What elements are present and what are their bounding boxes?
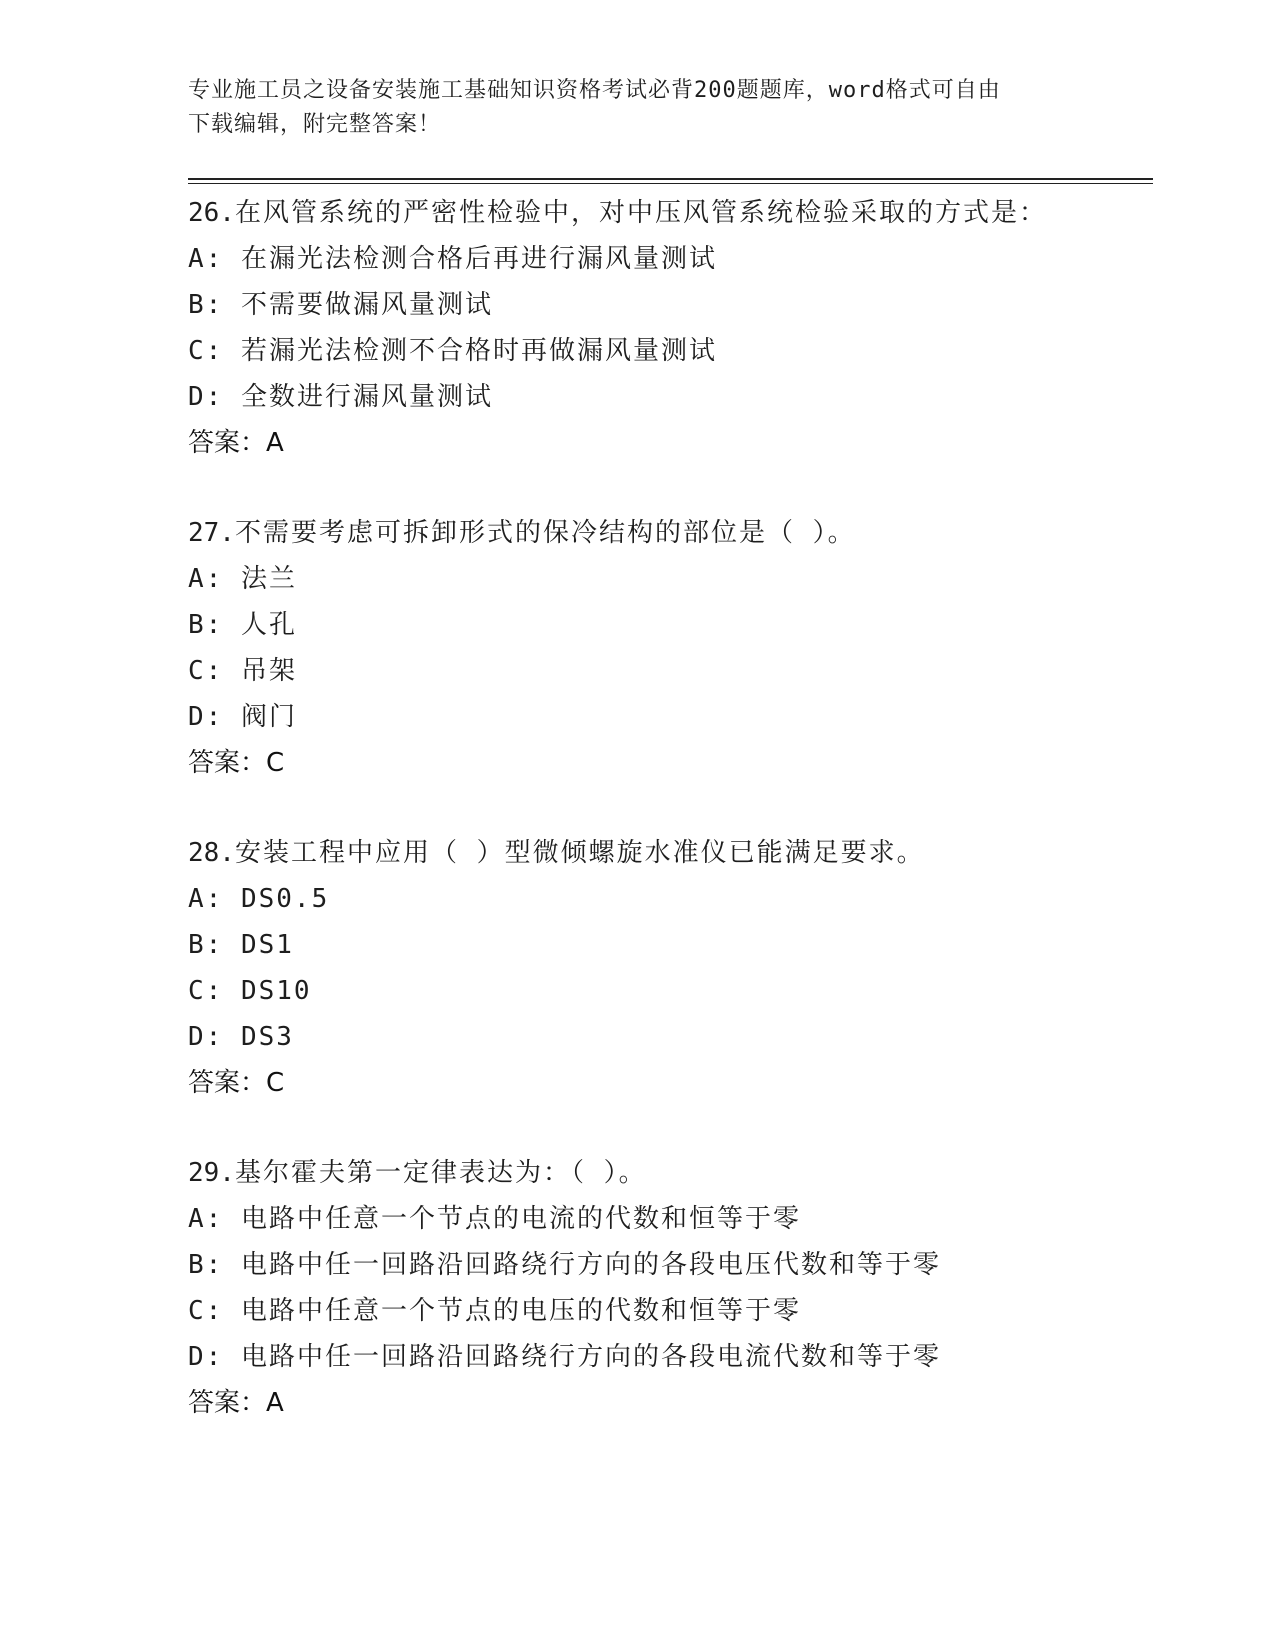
option-text: 电路中任一回路沿回路绕行方向的各段电流代数和等于零 <box>240 1342 941 1372</box>
option-text: 不需要做漏风量测试 <box>240 290 493 320</box>
question-stem <box>188 830 1153 876</box>
answer-value: A <box>266 428 284 458</box>
option-a <box>188 236 1153 282</box>
answer-label: 答案： <box>188 748 267 778</box>
option-text: 法兰 <box>240 564 297 594</box>
option-d <box>188 374 1153 420</box>
question-text: 不需要考虑可拆卸形式的保冷结构的部位是（ ）。 <box>234 518 856 548</box>
option-a <box>188 556 1153 602</box>
option-text: 若漏光法检测不合格时再做漏风量测试 <box>240 336 717 366</box>
question-stem <box>188 190 1153 236</box>
question-28 <box>188 830 1153 1106</box>
answer-line <box>188 1060 1153 1106</box>
answer-line <box>188 740 1153 786</box>
option-a <box>188 1196 1153 1242</box>
option-a <box>188 876 1153 922</box>
header-divider-thin <box>188 183 1153 184</box>
question-26 <box>188 190 1153 466</box>
option-label: D: <box>188 1022 224 1052</box>
option-d <box>188 1014 1153 1060</box>
answer-line <box>188 420 1153 466</box>
option-text: 在漏光法检测合格后再进行漏风量测试 <box>240 244 717 274</box>
question-27 <box>188 510 1153 786</box>
answer-value: C <box>266 1068 285 1098</box>
option-label: A: <box>188 564 224 594</box>
answer-label: 答案： <box>188 1068 267 1098</box>
option-label: B: <box>188 1250 224 1280</box>
option-label: A: <box>188 244 224 274</box>
question-list <box>188 190 1153 1470</box>
option-text: 全数进行漏风量测试 <box>240 382 493 412</box>
option-text: DS0.5 <box>240 884 330 914</box>
option-text: 电路中任意一个节点的电流的代数和恒等于零 <box>240 1204 801 1234</box>
answer-value: A <box>266 1388 284 1418</box>
answer-label: 答案： <box>188 428 267 458</box>
option-label: B: <box>188 610 224 640</box>
option-label: D: <box>188 1342 224 1372</box>
answer-value: C <box>266 748 285 778</box>
option-c <box>188 648 1153 694</box>
answer-line <box>188 1380 1153 1426</box>
option-label: C: <box>188 336 224 366</box>
option-label: A: <box>188 884 224 914</box>
option-label: D: <box>188 702 224 732</box>
document-header <box>188 74 1068 142</box>
question-number: 28. <box>188 838 235 868</box>
option-label: C: <box>188 1296 224 1326</box>
option-c <box>188 1288 1153 1334</box>
header-divider-thick <box>188 178 1153 180</box>
option-text: 吊架 <box>240 656 297 686</box>
option-label: A: <box>188 1204 224 1234</box>
header-line-1: 专业施工员之设备安装施工基础知识资格考试必背200题题库，word格式可自由 <box>188 78 1001 103</box>
option-d <box>188 1334 1153 1380</box>
option-label: D: <box>188 382 224 412</box>
option-text: 阀门 <box>240 702 297 732</box>
option-label: B: <box>188 930 224 960</box>
question-text: 基尔霍夫第一定律表达为：（ ）。 <box>234 1158 647 1188</box>
option-label: B: <box>188 290 224 320</box>
option-b <box>188 1242 1153 1288</box>
question-text: 在风管系统的严密性检验中，对中压风管系统检验采取的方式是： <box>234 198 1047 228</box>
option-text: DS1 <box>240 930 294 960</box>
option-text: 人孔 <box>240 610 297 640</box>
option-b <box>188 922 1153 968</box>
question-stem <box>188 1150 1153 1196</box>
option-b <box>188 602 1153 648</box>
option-c <box>188 968 1153 1014</box>
question-stem <box>188 510 1153 556</box>
question-text: 安装工程中应用（ ）型微倾螺旋水准仪已能满足要求。 <box>234 838 925 868</box>
option-text: 电路中任一回路沿回路绕行方向的各段电压代数和等于零 <box>240 1250 941 1280</box>
question-number: 26. <box>188 198 235 228</box>
option-text: DS3 <box>240 1022 294 1052</box>
question-number: 27. <box>188 518 235 548</box>
answer-label: 答案： <box>188 1388 267 1418</box>
option-c <box>188 328 1153 374</box>
header-line-2: 下载编辑，附完整答案！ <box>188 112 442 137</box>
option-d <box>188 694 1153 740</box>
question-29 <box>188 1150 1153 1426</box>
option-text: 电路中任意一个节点的电压的代数和恒等于零 <box>240 1296 801 1326</box>
question-number: 29. <box>188 1158 235 1188</box>
option-b <box>188 282 1153 328</box>
option-label: C: <box>188 656 224 686</box>
option-label: C: <box>188 976 224 1006</box>
option-text: DS10 <box>240 976 312 1006</box>
